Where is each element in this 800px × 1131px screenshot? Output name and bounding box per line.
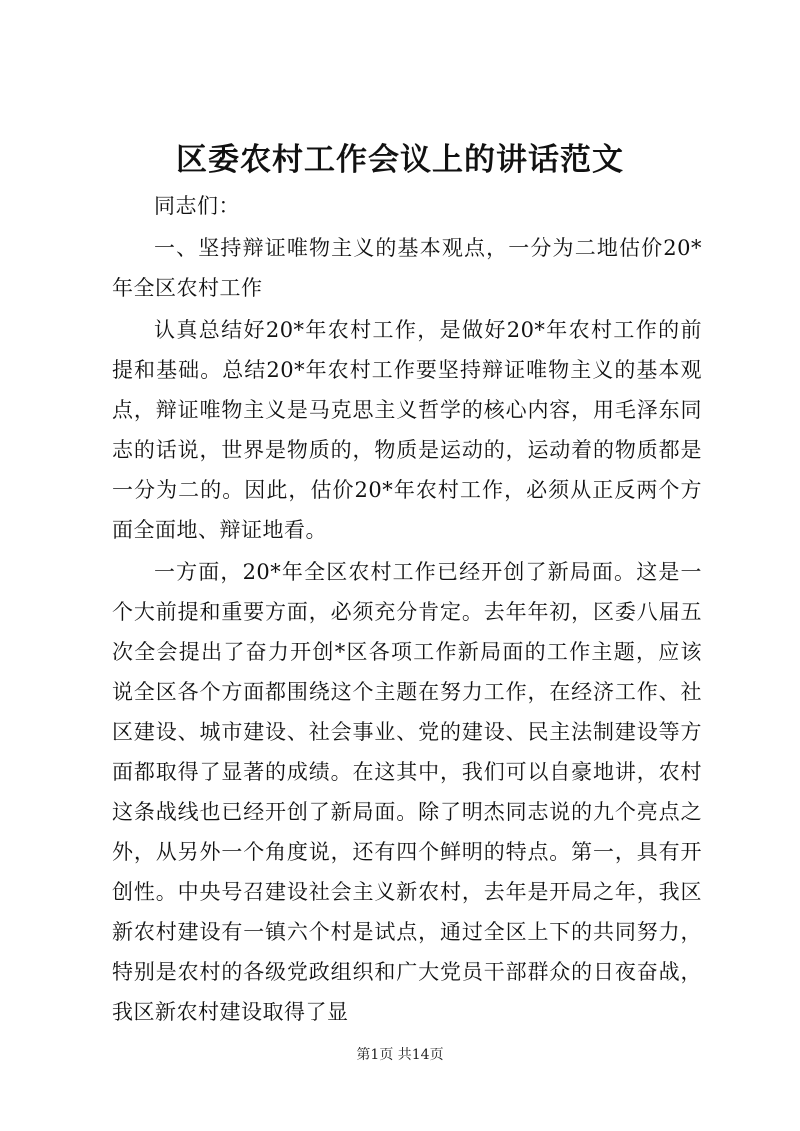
body-paragraph: 一方面，20*年全区农村工作已经开创了新局面。这是一个大前提和重要方面，必须充分肯定。去年年初，区委八届五次全会提出了奋力开创*区各项工作新局面的工作主题，应该说全区各个方面都围绕这个主题在努力工作，在经济工作、社区建设、城市建设、社会事业、党的建设、民主法制建设等方面都取得了显著的成绩。在这其中，我们可以自豪地讲，农村这条战线也已经开创了新局面。除了明杰同志说的九个亮点之外，从另外一个角度说，还有四个鲜明的特点。第一，具有开创性。中央号召建设社会主义新农村，去年是开局之年，我区新农村建设有一镇六个村是试点，通过全区上下的共同努力，特别是农村的各级党政组织和广大党员干部群众的日夜奋战，我区新农村建设取得了显 — [112, 560, 702, 1024]
page-number-footer: 第1页 共14页 — [356, 1047, 444, 1063]
salutation-paragraph: 同志们： — [154, 194, 240, 218]
body-paragraph: 认真总结好20*年农村工作，是做好20*年农村工作的前提和基础。总结20*年农村工作要坚持辩证唯物主义的基本观点，辩证唯物主义是马克思主义哲学的核心内容，用毛泽东同志的话说，世界是物质的，物质是运动的，运动着的物质都是一分为二的。因此，估价20*年农村工作，必须从正反两个方面全面地、辩证地看。 — [112, 318, 702, 542]
section-heading-paragraph: 一、坚持辩证唯物主义的基本观点，一分为二地估价20*年全区农村工作 — [112, 236, 702, 300]
document-body — [112, 186, 702, 1034]
document-title: 区委农村工作会议上的讲话范文 — [176, 142, 624, 178]
